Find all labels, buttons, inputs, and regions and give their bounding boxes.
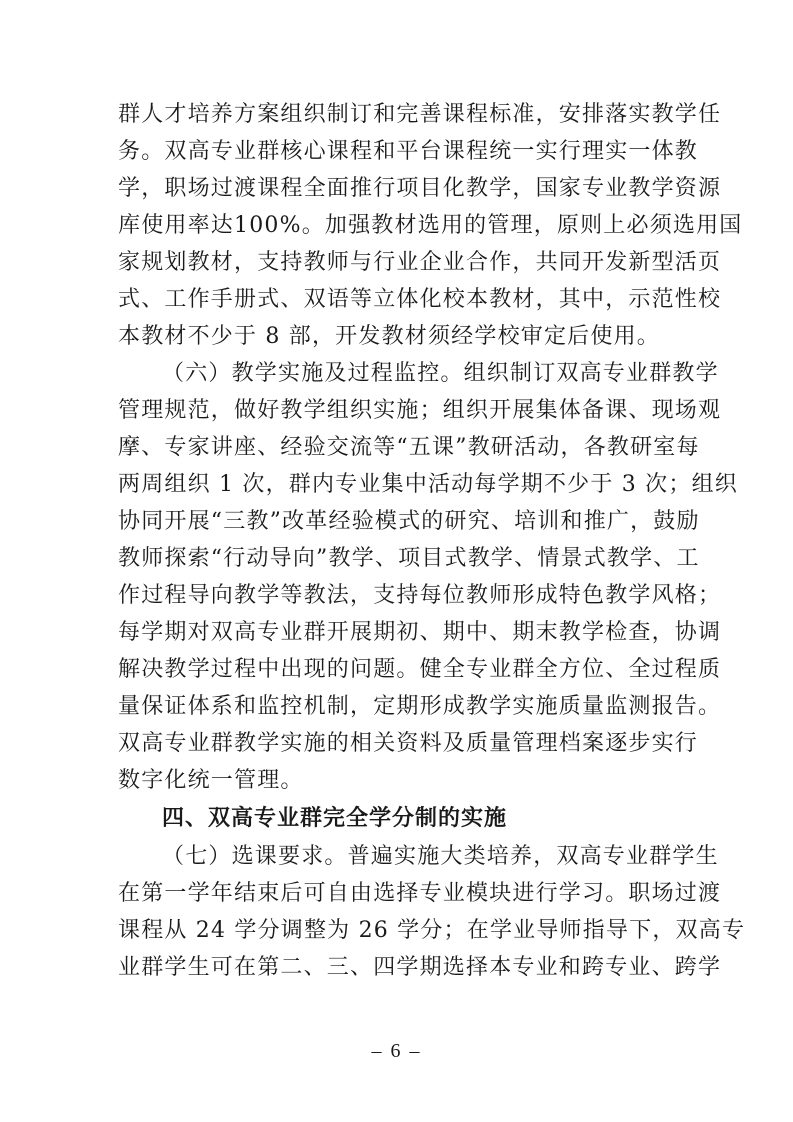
body-text-line: 双高专业群教学实施的相关资料及质量管理档案逐步实行 — [118, 731, 699, 756]
section-heading: 四、双高专业群完全学分制的实施 — [162, 806, 508, 831]
body-text-line: 在第一学年结束后可自由选择专业模块进行学习。职场过渡 — [118, 881, 722, 906]
body-text-line: 两周组织 1 次，群内专业集中活动每学期不少于 3 次；组织 — [118, 472, 738, 497]
body-text-line: 群人才培养方案组织制订和完善课程标准，安排落实教学任 — [118, 102, 722, 127]
body-text-line: 每学期对双高专业群开展期初、期中、期末教学检查，协调 — [118, 620, 722, 645]
body-text-line: 教师探索“行动导向”教学、项目式教学、情景式教学、工 — [118, 546, 700, 571]
body-text-line: 务。双高专业群核心课程和平台课程统一实行理实一体教 — [118, 139, 699, 164]
body-text-line: 作过程导向教学等教法，支持每位教师形成特色教学风格； — [118, 583, 722, 608]
section-seven-first-line: （七）选课要求。普遍实施大类培养，双高专业群学生 — [162, 844, 719, 869]
body-text-line: 学，职场过渡课程全面推行项目化教学，国家专业教学资源 — [118, 176, 722, 201]
body-text-line: 协同开展“三教”改革经验模式的研究、培训和推广，鼓励 — [118, 509, 700, 534]
body-text-line: 课程从 24 学分调整为 26 学分；在学业导师指导下，双高专 — [118, 918, 746, 943]
body-text-line: 量保证体系和监控机制，定期形成教学实施质量监测报告。 — [118, 694, 722, 719]
body-text-line: 业群学生可在第二、三、四学期选择本专业和跨专业、跨学 — [118, 955, 722, 980]
section-six-first-line: （六）教学实施及过程监控。组织制订双高专业群教学 — [162, 361, 719, 386]
document-body — [118, 96, 746, 986]
page-number: – 6 – — [371, 1040, 422, 1062]
body-text-line: 式、工作手册式、双语等立体化校本教材，其中，示范性校 — [118, 287, 722, 312]
body-text-line: 家规划教材，支持教师与行业企业合作，共同开发新型活页 — [118, 250, 722, 275]
body-text-line: 摩、专家讲座、经验交流等“五课”教研活动，各教研室每 — [118, 435, 700, 460]
body-text-line: 解决教学过程中出现的问题。健全专业群全方位、全过程质 — [118, 657, 722, 682]
body-text-line: 本教材不少于 8 部，开发教材须经学校审定后使用。 — [118, 324, 660, 349]
body-text-line: 库使用率达100%。加强教材选用的管理，原则上必须选用国 — [118, 213, 743, 238]
body-text-line: 管理规范，做好教学组织实施；组织开展集体备课、现场观 — [118, 398, 722, 423]
body-text-line: 数字化统一管理。 — [118, 768, 304, 793]
